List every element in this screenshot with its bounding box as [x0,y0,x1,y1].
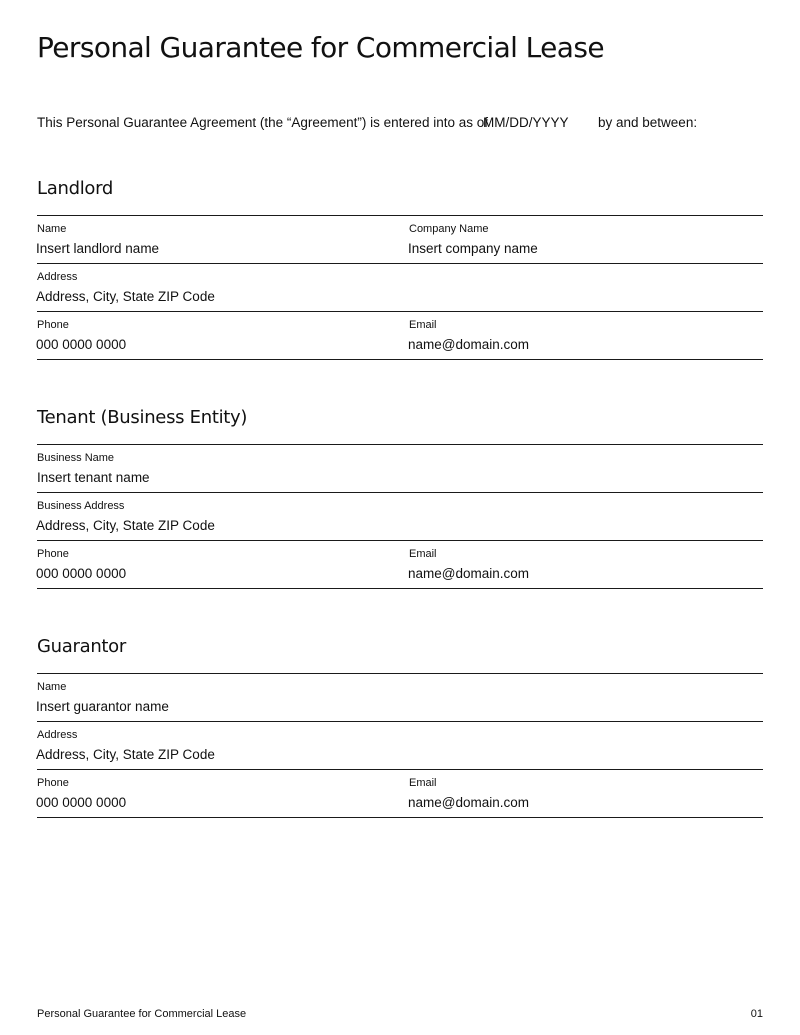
landlord-company-label: Company Name [409,223,489,235]
landlord-email-input[interactable]: name@domain.com [408,337,530,352]
tenant-business-address-label: Business Address [37,500,125,512]
guarantor-address-input[interactable]: Address, City, State ZIP Code [36,747,215,762]
intro-text-end: by and between: [598,115,698,130]
tenant-contact-row [37,540,763,589]
page-number: 01 [750,1008,763,1020]
tenant-business-name-row [37,444,763,492]
landlord-name-row [37,215,763,263]
tenant-business-address-row [37,492,763,540]
guarantor-name-label: Name [37,681,67,693]
intro-paragraph [37,114,698,132]
footer-title: Personal Guarantee for Commercial Lease [37,1008,247,1020]
intro-text: This Personal Guarantee Agreement (the “Agreement”) is entered into as of [37,115,488,130]
tenant-section [37,406,763,589]
tenant-email-label: Email [409,548,437,560]
landlord-address-input[interactable]: Address, City, State ZIP Code [36,289,215,304]
guarantor-section [37,635,763,818]
guarantor-name-input[interactable]: Insert guarantor name [36,699,169,714]
guarantor-phone-label: Phone [37,777,69,789]
landlord-heading: Landlord [37,178,114,199]
landlord-section [37,177,763,360]
guarantor-email-label: Email [409,777,437,789]
guarantor-contact-row [37,769,763,818]
landlord-phone-input[interactable]: 000 0000 0000 [36,337,127,352]
tenant-business-name-input[interactable]: Insert tenant name [37,470,150,485]
tenant-business-address-input[interactable]: Address, City, State ZIP Code [36,518,215,533]
landlord-contact-row [37,311,763,360]
guarantor-email-input[interactable]: name@domain.com [408,795,530,810]
tenant-phone-input[interactable]: 000 0000 0000 [36,566,127,581]
guarantor-name-row [37,673,763,721]
guarantor-phone-input[interactable]: 000 0000 0000 [36,795,127,810]
guarantor-heading: Guarantor [37,636,126,657]
guarantor-address-label: Address [37,729,78,741]
landlord-name-label: Name [37,223,67,235]
tenant-business-name-label: Business Name [37,452,115,464]
tenant-email-input[interactable]: name@domain.com [408,566,530,581]
guarantor-address-row [37,721,763,769]
agreement-date-field[interactable]: MM/DD/YYYY [483,115,569,130]
landlord-company-input[interactable]: Insert company name [408,241,538,256]
page-title: Personal Guarantee for Commercial Lease [37,31,604,64]
tenant-phone-label: Phone [37,548,69,560]
landlord-name-input[interactable]: Insert landlord name [36,241,160,256]
landlord-email-label: Email [409,319,437,331]
landlord-address-row [37,263,763,311]
tenant-heading: Tenant (Business Entity) [37,407,248,428]
landlord-phone-label: Phone [37,319,69,331]
landlord-address-label: Address [37,271,78,283]
